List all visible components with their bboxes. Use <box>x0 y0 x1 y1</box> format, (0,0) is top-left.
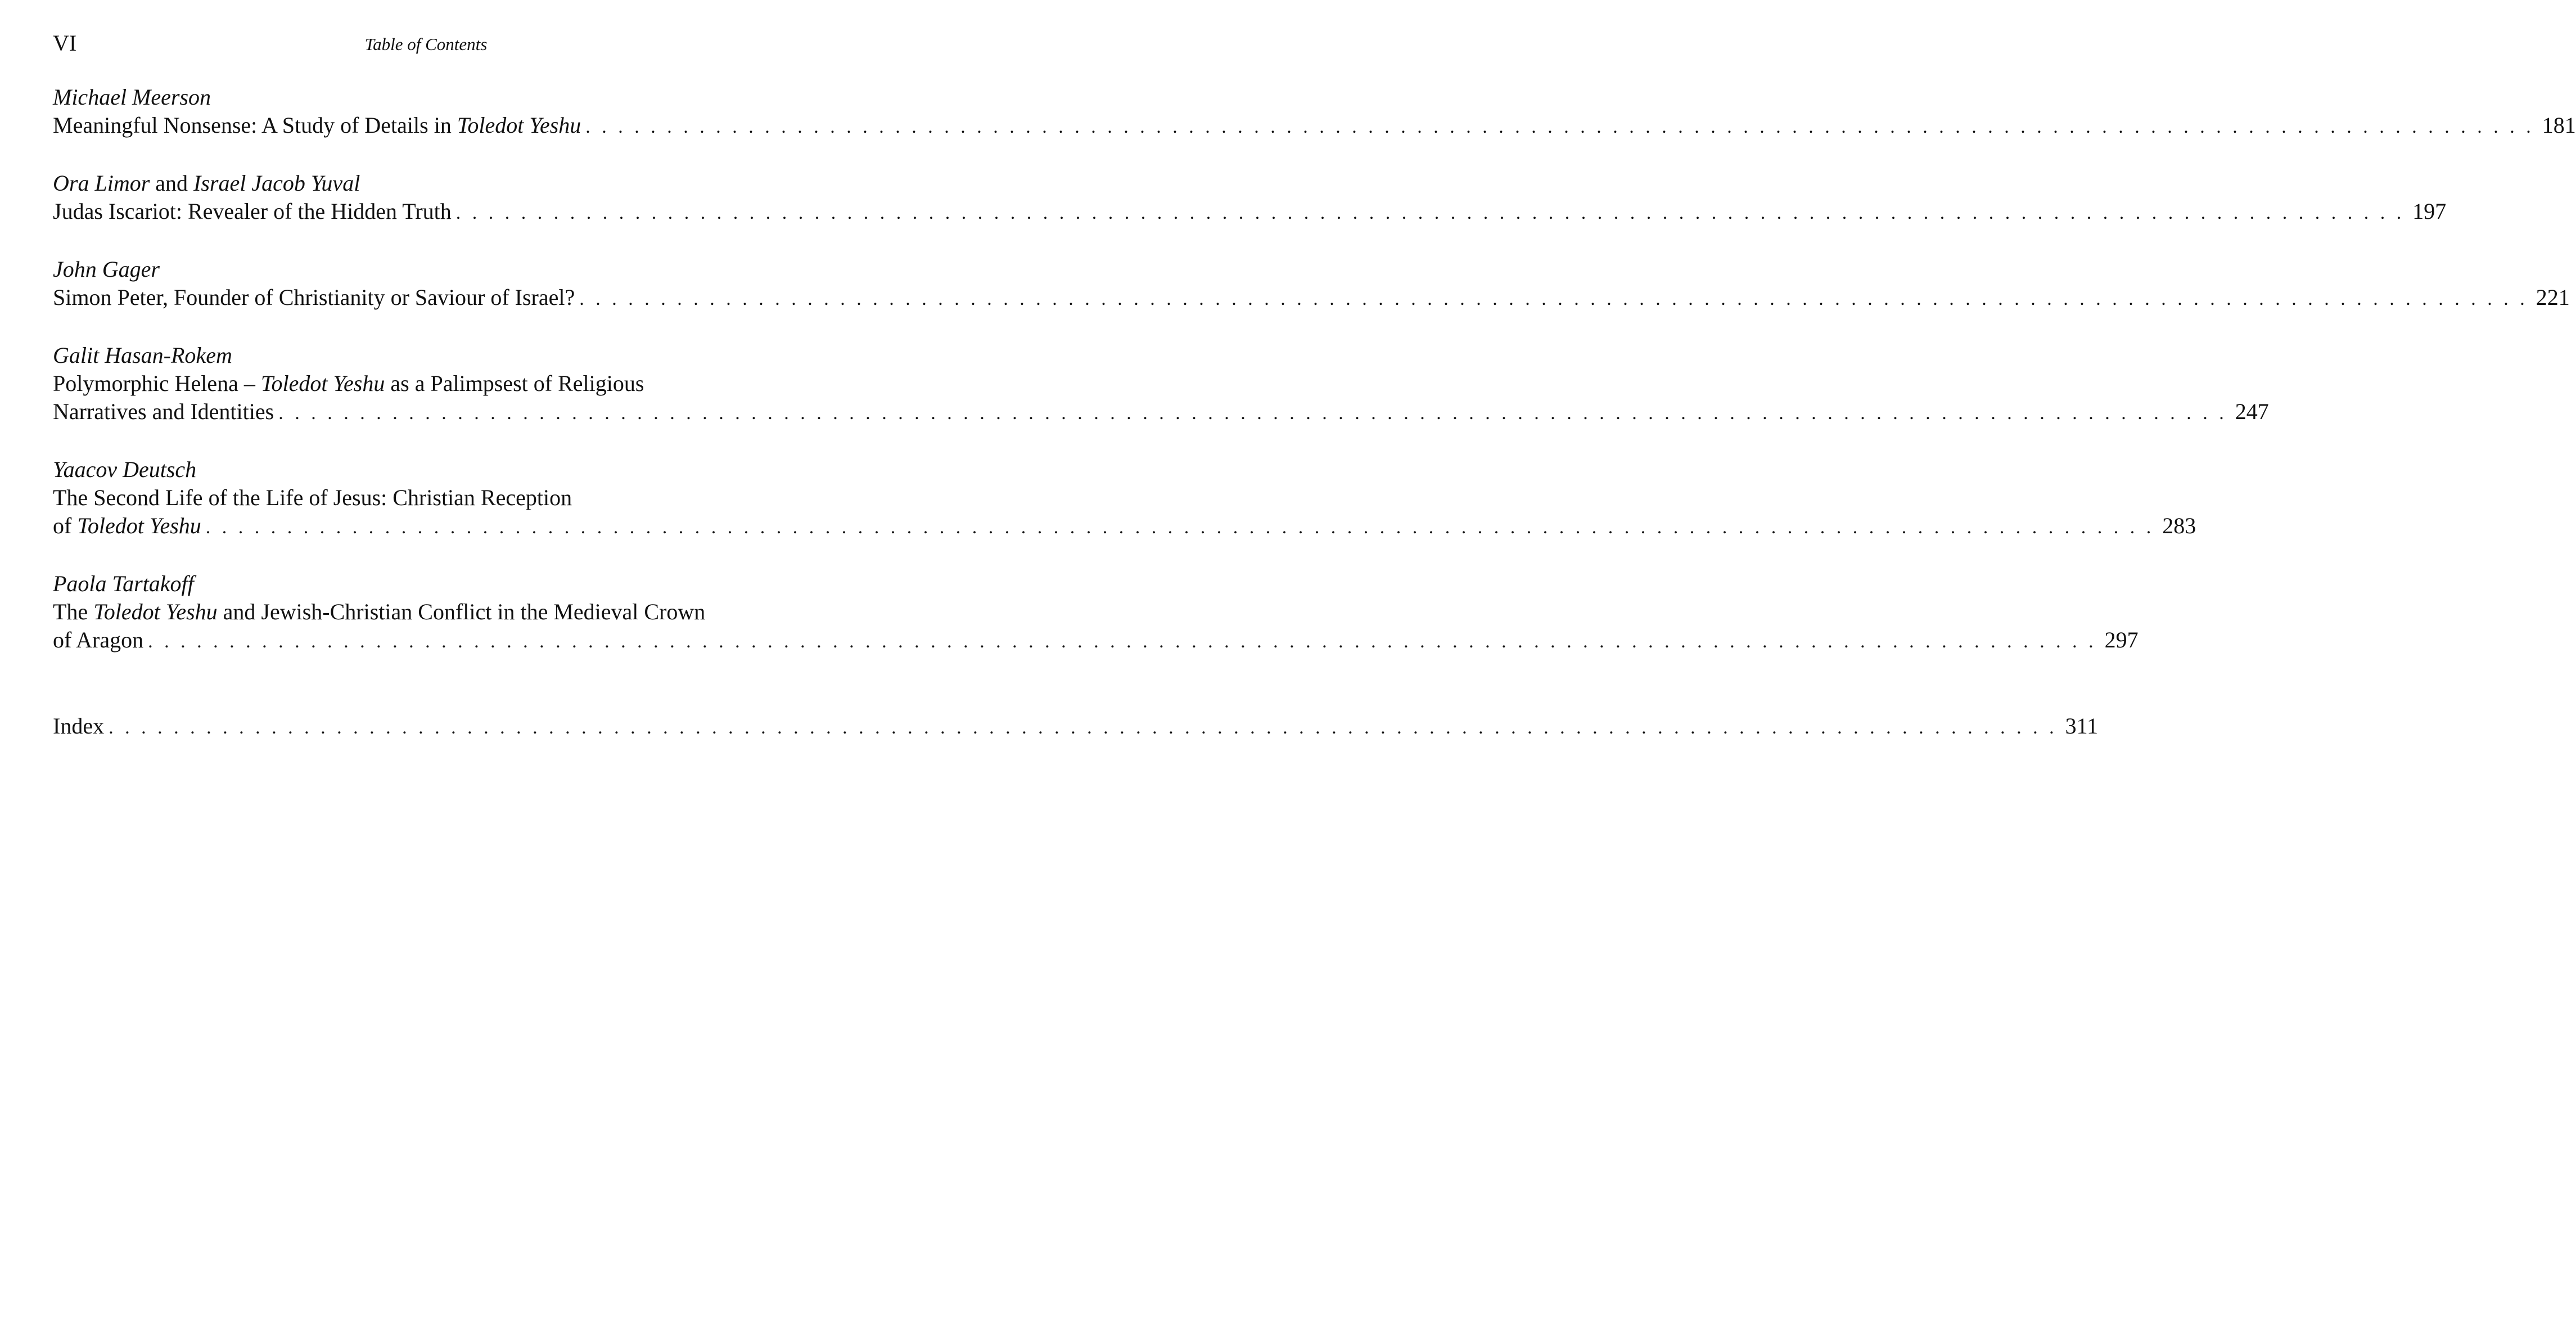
entry-author: Galit Hasan-Rokem <box>53 343 232 368</box>
toc-title-row <box>53 712 2099 742</box>
toc-title-row <box>53 398 2269 428</box>
author-conjunction: and <box>150 170 194 196</box>
entry-author: Paola Tartakoff <box>53 571 194 596</box>
entry-page-number: 181 <box>2542 112 2576 138</box>
toc-entry <box>53 341 2269 428</box>
italic-title-fragment: Toledot Yeshu <box>260 371 385 396</box>
dot-leader: . . . . . . . . . . . . . . . . . . . . . . . . . . . . . . . . . . . . . . . . . . . . . . . . . . . . . . . . . . . . . . . . . . . . . . . . . . . . . . . . . . . . . . . . . . . . . . . . . . . . . . . . . . . . . . . . . . . . . . . . <box>148 631 2097 652</box>
toc-entry-index <box>53 712 2099 742</box>
title-fragment: of Aragon <box>53 627 144 652</box>
entry-author <box>53 169 799 197</box>
entry-title <box>53 284 575 312</box>
index-label: Index <box>53 713 105 739</box>
entry-page-number: 221 <box>2536 285 2570 310</box>
toc-title-row <box>53 626 2139 656</box>
dot-leader: . . . . . . . . . . . . . . . . . . . . . . . . . . . . . . . . . . . . . . . . . . . . . . . . . . . . . . . . . . . . . . . . . . . . . . . . . . . . . . . . . . . . . . . . . . . . . . . . . . . . . . . . . . . . . . . . . . . . . . . . <box>109 717 2058 738</box>
dot-leader: . . . . . . . . . . . . . . . . . . . . . . . . . . . . . . . . . . . . . . . . . . . . . . . . . . . . . . . . . . . . . . . . . . . . . . . . . . . . . . . . . . . . . . . . . . . . . . . . . . . . . . . . . . . . . . . . . . . . . . . . <box>278 403 2227 424</box>
toc-entry <box>53 255 2570 313</box>
title-fragment: Simon Peter, Founder of Christianity or Saviour of Israel? <box>53 285 575 310</box>
entry-page-number: 283 <box>2162 513 2196 538</box>
title-fragment: as a Palimpsest of Religious <box>385 371 644 396</box>
entry-title-line <box>53 370 799 398</box>
entry-author: Yaacov Deutsch <box>53 457 197 482</box>
entry-page-number: 197 <box>2412 199 2447 224</box>
entry-title-line <box>53 598 799 626</box>
author-name: Ora Limor <box>53 170 150 196</box>
title-fragment: Meaningful Nonsense: A Study of Details in <box>53 112 457 138</box>
entry-author: John Gager <box>53 256 160 282</box>
entry-page-number: 247 <box>2235 399 2269 424</box>
toc-entry <box>53 169 2447 227</box>
dot-leader: . . . . . . . . . . . . . . . . . . . . . . . . . . . . . . . . . . . . . . . . . . . . . . . . . . . . . . . . . . . . . . . . . . . . . . . . . . . . . . . . . . . . . . . . . . . . . . . . . . . . . . . . . . . . . . . . . . . . . . . . <box>205 517 2155 538</box>
italic-title-fragment: Toledot Yeshu <box>457 112 581 138</box>
toc-entry <box>53 570 2139 656</box>
entry-title <box>53 197 452 226</box>
author-name: Israel Jacob Yuval <box>193 170 360 196</box>
entry-title <box>53 626 143 654</box>
page-number: VI <box>53 30 77 56</box>
table-of-contents <box>53 83 2576 770</box>
dot-leader: . . . . . . . . . . . . . . . . . . . . . . . . . . . . . . . . . . . . . . . . . . . . . . . . . . . . . . . . . . . . . . . . . . . . . . . . . . . . . . . . . . . . . . . . . . . . . . . . . . . . . . . . . . . . . . . . . . . . . . . . <box>585 116 2534 137</box>
italic-title-fragment: Toledot Yeshu <box>93 599 218 624</box>
entry-page-number: 311 <box>2065 713 2099 739</box>
entry-title <box>53 512 201 540</box>
entry-title <box>53 111 581 140</box>
toc-title-row <box>53 197 2447 227</box>
toc-title-row <box>53 284 2570 313</box>
dot-leader: . . . . . . . . . . . . . . . . . . . . . . . . . . . . . . . . . . . . . . . . . . . . . . . . . . . . . . . . . . . . . . . . . . . . . . . . . . . . . . . . . . . . . . . . . . . . . . . . . . . . . . . . . . . . . . . . . . . . . . . . <box>455 202 2405 223</box>
toc-title-row <box>53 512 2196 542</box>
title-fragment: Polymorphic Helena – <box>53 371 261 396</box>
running-title: Table of Contents <box>364 34 488 54</box>
entry-title-line <box>53 484 799 512</box>
title-fragment: of <box>53 513 78 538</box>
toc-entry <box>53 456 2196 542</box>
entry-page-number: 297 <box>2104 627 2139 652</box>
dot-leader: . . . . . . . . . . . . . . . . . . . . . . . . . . . . . . . . . . . . . . . . . . . . . . . . . . . . . . . . . . . . . . . . . . . . . . . . . . . . . . . . . . . . . . . . . . . . . . . . . . . . . . . . . . . . . . . . . . . . . . . . <box>579 289 2528 309</box>
toc-entry <box>53 83 2576 141</box>
entry-title <box>53 398 274 426</box>
title-fragment: The <box>53 599 94 624</box>
title-fragment: and Jewish-Christian Conflict in the Medieval Crown <box>217 599 706 624</box>
title-fragment: Narratives and Identities <box>53 399 274 424</box>
title-fragment: The Second Life of the Life of Jesus: Christian Reception <box>53 485 572 510</box>
page-header <box>53 29 799 57</box>
italic-title-fragment: Toledot Yeshu <box>77 513 201 538</box>
entry-author: Michael Meerson <box>53 84 211 110</box>
title-fragment: Judas Iscariot: Revealer of the Hidden Truth <box>53 199 452 224</box>
toc-title-row <box>53 111 2576 141</box>
